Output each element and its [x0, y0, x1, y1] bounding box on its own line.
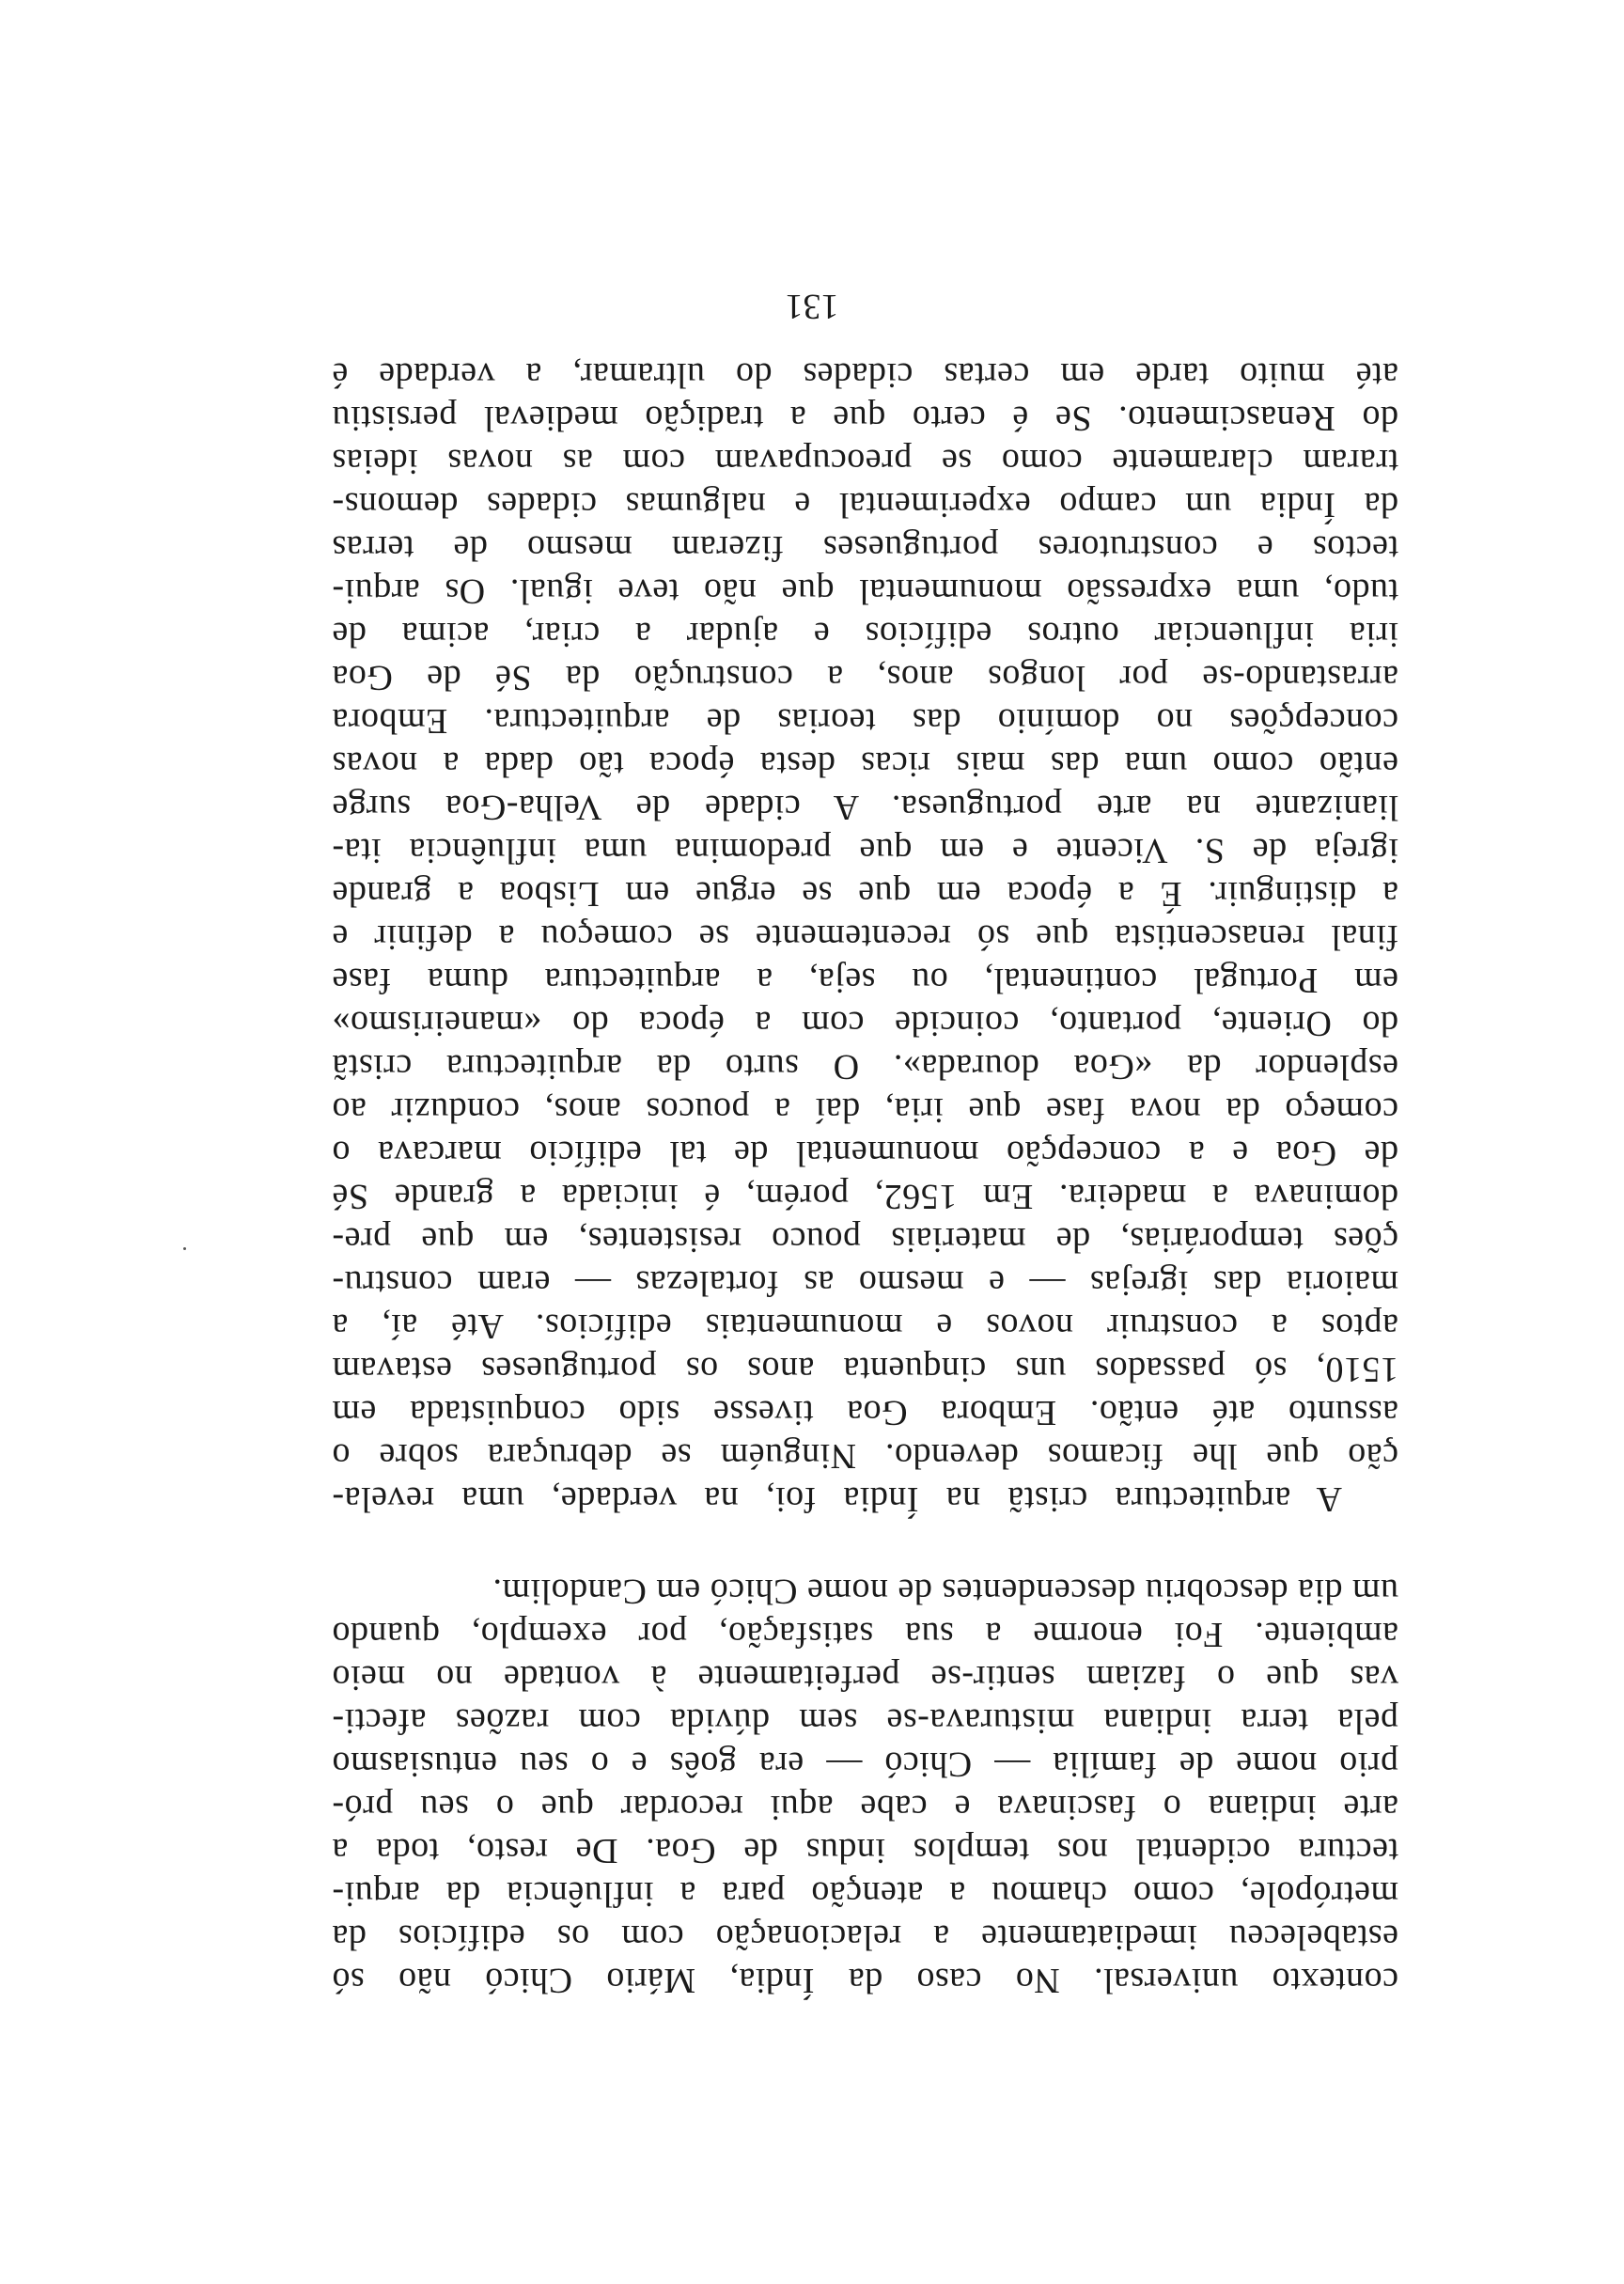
scan-speck [183, 1247, 186, 1250]
text-line: do Renascimento. Se é certo que a tradição medieval persistiu [332, 399, 1398, 438]
text-line: então como uma das mais ricas desta época tão dada a novas [332, 744, 1398, 784]
text-line: um dia descobriu descendentes de nome Chicó em Candolim. [492, 1572, 1398, 1611]
text-line: prio nome de família — Chicó — era goês e o seu entusiasmo [332, 1744, 1398, 1784]
paragraph-1 [332, 1570, 1398, 2002]
text-line: concepções no domínio das teorias de arquitectura. Embora [332, 701, 1398, 741]
text-line: estabeleceu imediatamente a relacionação com os edifícios da [332, 1917, 1398, 1957]
text-line: A arquitectura cristã na Índia foi, na verdade, uma revela- [332, 1479, 1342, 1519]
text-line: maioria das igrejas — e mesmo as fortalezas — eram constru- [332, 1263, 1398, 1303]
text-line: tectura ocidental nos templos indus de Goa. De resto, toda a [332, 1831, 1398, 1870]
text-line: de Goa e a concepção monumental de tal edifício marcava o [332, 1134, 1398, 1173]
paragraph-2 [332, 353, 1398, 1521]
text-line: ambiente. Foi enorme a sua satisfação, por exemplo, quando [332, 1615, 1398, 1654]
page-number: 131 [785, 287, 839, 326]
text-line: iria influenciar outros edifícios e ajudar a criar, acima de [332, 615, 1398, 654]
text-line: final renascentista que só recentemente se começou a definir e [332, 917, 1398, 957]
text-line: do Oriente, portanto, coincide com a época do «maneirismo» [332, 1004, 1398, 1043]
text-line: vas que o faziam sentir-se perfeitamente à vontade no meio [332, 1658, 1398, 1697]
text-line: lianizante na arte portuguesa. A cidade de Velha-Goa surge [332, 788, 1398, 827]
text-line: metrópole, como chamou a atenção para a influência da arqui- [332, 1874, 1398, 1914]
text-line: dominava a madeira. Em 1562, porém, é iniciada a grande Sé [332, 1177, 1398, 1216]
text-line: ção que lhe ficamos devendo. Ninguém se debruçara sobre o [332, 1436, 1398, 1476]
text-line: tectos e construtores portugueses fizeram mesmo de terras [332, 528, 1398, 568]
text-line: aptos a construir novos e monumentais edifícios. Até aí, a [332, 1306, 1398, 1346]
text-line: assunto até então. Embora Goa tivesse sido conquistada em [332, 1393, 1398, 1432]
text-line: arte indiana o fascinava e cabe aqui recordar que o seu pró- [332, 1788, 1398, 1827]
text-line: arrastando-se por longos anos, a construção da Sé de Goa [332, 658, 1398, 697]
text-line: começo da nova fase que iria, daí a poucos anos, conduzir ao [332, 1090, 1398, 1130]
text-line: pela terra indiana misturava-se sem dúvida com razões afecti- [332, 1701, 1398, 1741]
text-line: até muito tarde em certas cidades do ultramar, a verdade é [332, 355, 1398, 395]
text-line: esplendor da «Goa dourada». O surto da arquitectura cristã [332, 1047, 1398, 1087]
text-line: contexto universal. No caso da Índia, Mário Chicó não só [332, 1961, 1398, 2000]
text-line: igreja de S. Vicente e em que predomina uma influência ita- [332, 831, 1398, 870]
text-line: ções temporárias, de materiais pouco resistentes, em que pre- [332, 1220, 1398, 1259]
text-line: a distinguir. É a época em que se ergue em Lisboa a grande [332, 874, 1398, 914]
text-line: em Portugal continental, ou seja, a arquitectura duma fase [332, 961, 1398, 1000]
text-line: 1510, só passados uns cinquenta anos os portugueses estavam [332, 1350, 1398, 1389]
text-line: tudo, uma expressão monumental que não teve igual. Os arqui- [332, 571, 1398, 611]
text-line: da Índia um campo experimental e nalgumas cidades demons- [332, 485, 1398, 524]
text-line: traram claramente como se preocupavam com as novas ideias [332, 442, 1398, 481]
